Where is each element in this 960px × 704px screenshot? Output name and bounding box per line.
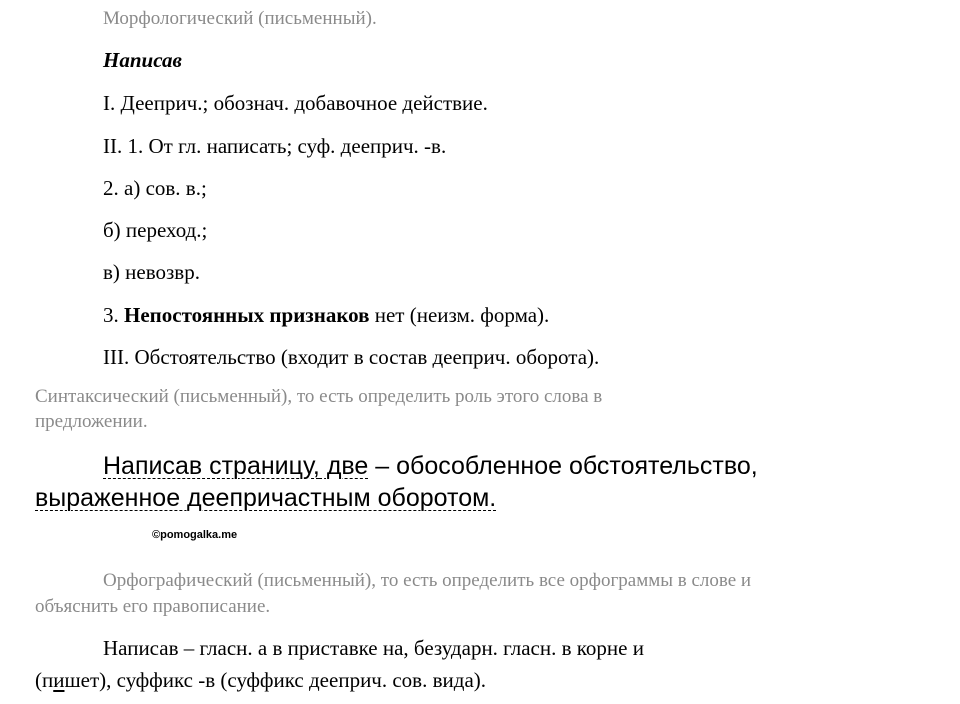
orth-line-2-suffix: шет), суффикс -в (суффикс дееприч. сов. вида). — [64, 668, 487, 692]
synt-heading-1: Синтаксический (письменный), то есть определить роль этого слова в — [35, 386, 603, 407]
morph-line-2: II. 1. От гл. написать; суф. дееприч. -в. — [103, 134, 447, 158]
morph-word-title: Написав — [103, 48, 182, 72]
morph-line-5: в) невозвр. — [103, 260, 200, 284]
morph-heading: Морфологический (письменный). — [103, 8, 377, 29]
synt-sentence-line-2 — [35, 484, 496, 513]
morph-line-6-suffix: нет (неизм. форма). — [369, 303, 550, 327]
morph-line-6-bold: Непостоянных признаков — [124, 303, 370, 327]
synt-sentence-rest: – обособленное обстоятельство, — [368, 452, 758, 480]
morph-line-3: 2. а) сов. в.; — [103, 176, 207, 200]
synt-sentence-line-1 — [103, 452, 758, 481]
orth-line-1: Написав – гласн. а в приставке на, безударн. гласн. в корне и — [103, 636, 644, 660]
morph-line-6 — [103, 303, 549, 328]
morph-line-7: III. Обстоятельство (входит в состав дееприч. оборота). — [103, 345, 600, 369]
morph-line-6-prefix: 3. — [103, 303, 124, 327]
orth-line-2-prefix: (п — [35, 668, 54, 692]
synt-phrase-part-2: две — [319, 452, 369, 480]
synt-phrase-part-1: Написав страницу, — [103, 452, 320, 480]
synt-heading-2: предложении. — [35, 411, 148, 432]
morph-line-4: б) переход.; — [103, 218, 208, 242]
orth-line-2 — [35, 668, 486, 693]
orth-heading-1: Орфографический (письменный), то есть определить все орфограммы в слове и — [103, 570, 752, 591]
watermark: ©pomogalka.me — [152, 529, 238, 541]
synt-sentence-line-2-text: выраженное деепричастным оборотом. — [35, 484, 497, 512]
morph-line-1: I. Дееприч.; обознач. добавочное действие. — [103, 91, 488, 115]
orth-underlined-letter: и — [53, 668, 65, 692]
orth-heading-2: объяснить его правописание. — [35, 596, 271, 617]
